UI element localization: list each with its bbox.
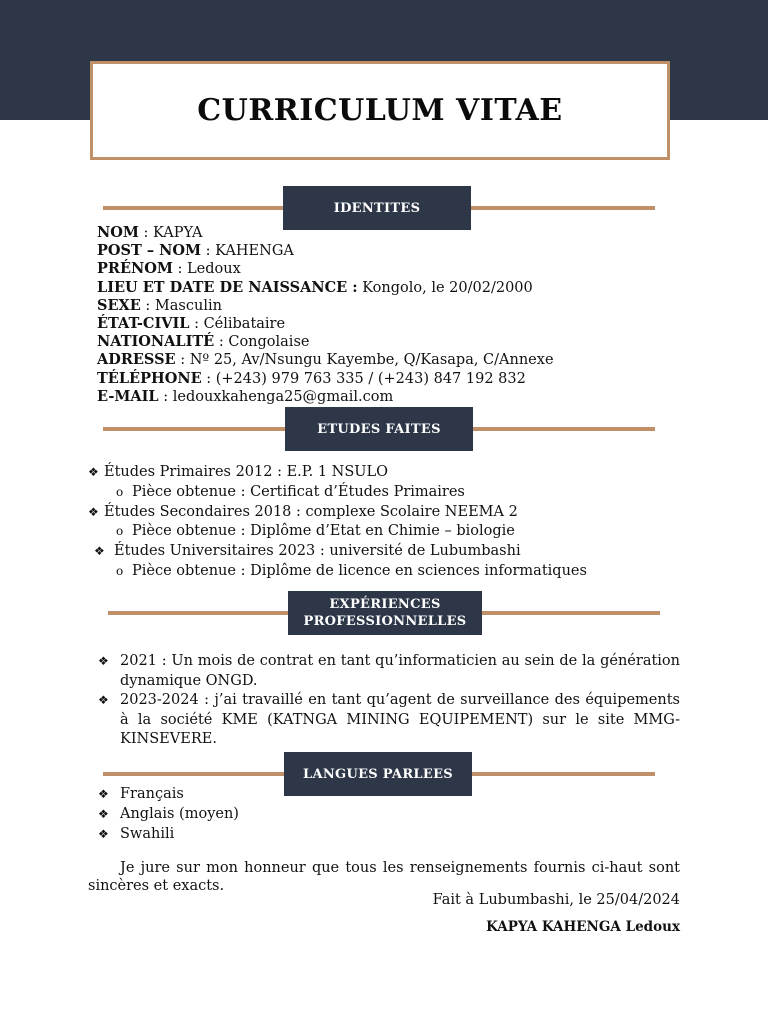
education-item: ❖ Études Primaires 2012 : E.P. 1 NSULO — [88, 463, 587, 483]
identity-etat-civil: ÉTAT-CIVIL : Célibataire — [97, 315, 286, 333]
diamond-bullet-icon: ❖ — [98, 693, 109, 708]
place-date: Fait à Lubumbashi, le 25/04/2024 — [432, 892, 680, 908]
diamond-bullet-icon: ❖ — [98, 826, 109, 841]
experience-list — [98, 652, 680, 750]
diamond-bullet-icon: ❖ — [98, 654, 109, 668]
diamond-bullet-icon: ❖ — [94, 544, 105, 559]
page-title: CURRICULUM VITAE — [197, 93, 563, 128]
education-item: ❖ Études Secondaires 2018 : complexe Scolaire NEEMA 2 — [88, 503, 587, 523]
diamond-bullet-icon: ❖ — [88, 465, 99, 479]
section-title-langues: LANGUES PARLEES — [284, 752, 472, 796]
signature-name: KAPYA KAHENGA Ledoux — [486, 919, 680, 935]
education-sub-item: o Pièce obtenue : Diplôme d’Etat en Chimie – biologie — [88, 522, 587, 542]
section-etudes — [103, 407, 655, 451]
pledge-text: Je jure sur mon honneur que tous les renseignements fournis ci-haut sont sincères et exacts. — [88, 860, 680, 894]
section-title-line: PROFESSIONNELLES — [303, 614, 467, 629]
education-sub-item: o Pièce obtenue : Diplôme de licence en sciences informatiques — [88, 562, 587, 582]
section-title-identites: IDENTITES — [283, 186, 471, 230]
identity-postnom: POST – NOM : KAHENGA — [97, 242, 294, 260]
section-experiences — [108, 591, 660, 635]
identity-telephone: TÉLÉPHONE : (+243) 979 763 335 / (+243) 847 192 832 — [97, 369, 526, 387]
identity-prenom: PRÉNOM : Ledoux — [97, 260, 241, 278]
title-box — [90, 61, 670, 160]
language-item: ❖ Français — [98, 785, 239, 805]
identity-naissance: LIEU ET DATE DE NAISSANCE : Kongolo, le 20/02/2000 — [97, 278, 533, 296]
language-list — [98, 785, 239, 844]
identity-email: E-MAIL : ledouxkahenga25@gmail.com — [97, 387, 394, 405]
identity-sexe: SEXE : Masculin — [97, 296, 222, 314]
diamond-bullet-icon: ❖ — [98, 787, 109, 801]
experience-item: ❖ 2023-2024 : j’ai travaillé en tant qu’agent de surveillance des équipements à la société KME (KATNGA MINING EQUIPEMENT) sur le site MMG-KINSEVERE. — [98, 691, 680, 750]
diamond-bullet-icon: ❖ — [88, 504, 99, 519]
experience-item: ❖ 2021 : Un mois de contrat en tant qu’informaticien au sein de la génération dynamique ONGD. — [98, 652, 680, 691]
circle-bullet-icon: o — [116, 563, 124, 578]
section-title-line: EXPÉRIENCES — [329, 597, 441, 612]
section-title-etudes: ETUDES FAITES — [285, 407, 473, 451]
circle-bullet-icon: o — [116, 484, 124, 499]
language-item: ❖ Swahili — [98, 825, 239, 845]
identity-nom: NOM : KAPYA — [97, 224, 203, 241]
identity-adresse: ADRESSE : Nº 25, Av/Nsungu Kayembe, Q/Kasapa, C/Annexe — [97, 351, 554, 369]
language-item: ❖ Anglais (moyen) — [98, 805, 239, 825]
education-item: ❖ Études Universitaires 2023 : université de Lubumbashi — [88, 542, 587, 562]
circle-bullet-icon: o — [116, 524, 124, 539]
identity-nationalite: NATIONALITÉ : Congolaise — [97, 333, 310, 351]
identity-block — [97, 224, 554, 406]
education-sub-item: o Pièce obtenue : Certificat d’Études Primaires — [88, 483, 587, 503]
diamond-bullet-icon: ❖ — [98, 806, 109, 821]
section-title-experiences — [288, 591, 482, 635]
education-list — [88, 463, 587, 582]
